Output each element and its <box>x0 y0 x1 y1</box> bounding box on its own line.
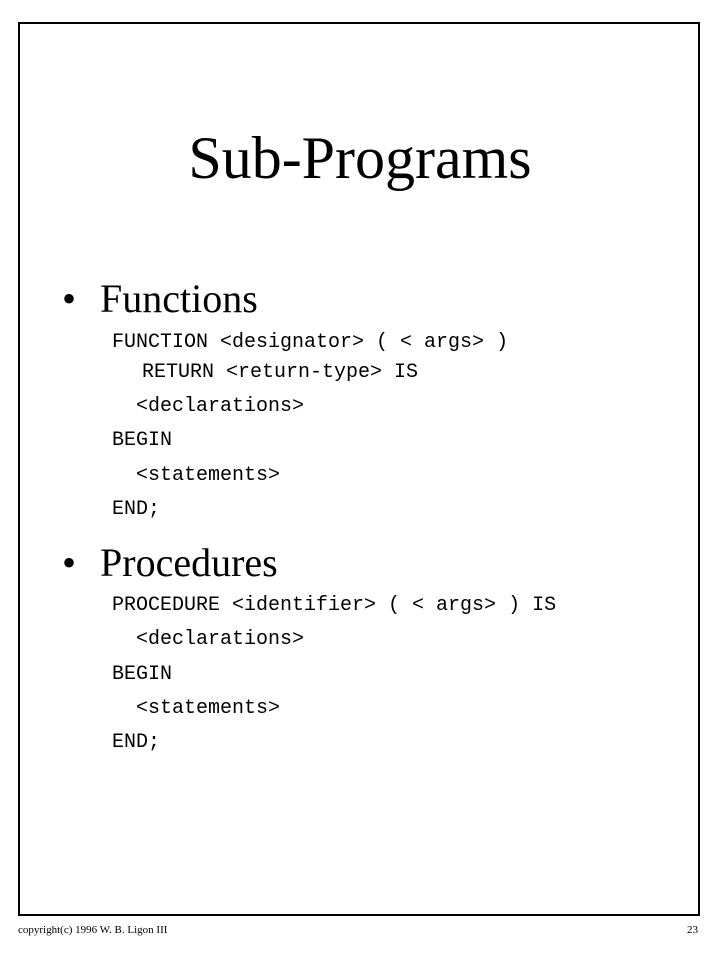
page-number: 23 <box>687 924 698 936</box>
code-line: FUNCTION <designator> ( < args> ) <box>112 331 509 354</box>
bullet-dot-icon: • <box>62 276 77 321</box>
code-line: <statements> <box>136 697 281 720</box>
code-line: END; <box>112 498 161 521</box>
procedures-heading: Procedures <box>100 540 278 585</box>
code-line: <declarations> <box>136 628 305 651</box>
code-line: BEGIN <box>112 429 173 452</box>
copyright-footer: copyright(c) 1996 W. B. Ligon III <box>18 924 168 936</box>
bullet-functions <box>62 275 258 323</box>
code-line: BEGIN <box>112 663 173 686</box>
code-line: <declarations> <box>136 395 305 418</box>
code-line: END; <box>112 731 161 754</box>
functions-heading: Functions <box>100 276 258 321</box>
slide-title: Sub-Programs <box>188 125 532 191</box>
code-line: PROCEDURE <identifier> ( < args> ) IS <box>112 594 557 617</box>
code-line: RETURN <return-type> IS <box>142 361 419 384</box>
code-line: <statements> <box>136 464 281 487</box>
bullet-procedures <box>62 539 278 587</box>
bullet-dot-icon: • <box>62 540 77 585</box>
